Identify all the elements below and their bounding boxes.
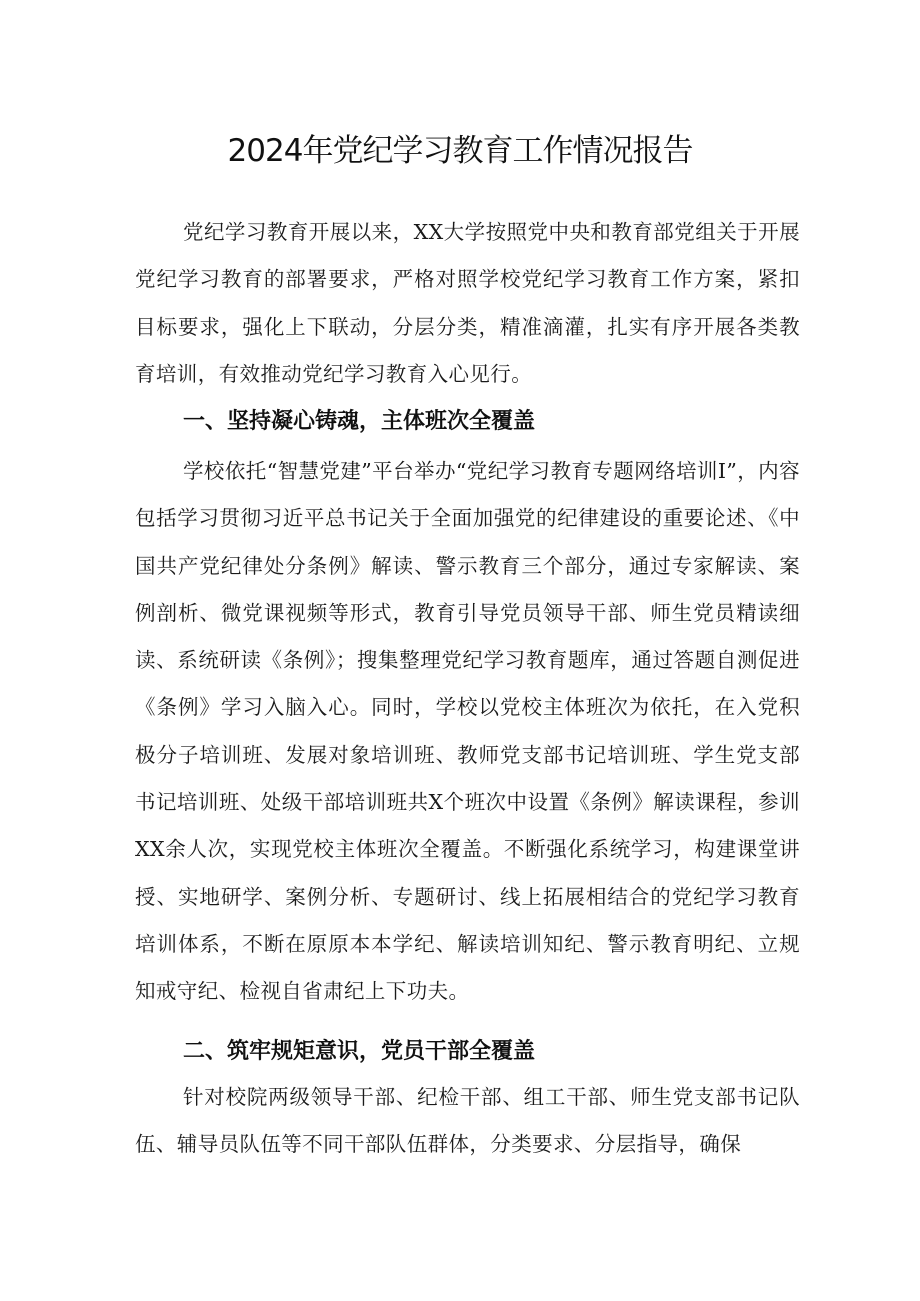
paragraph-intro: 党纪学习教育开展以来，XX大学按照党中央和教育部党组关于开展党纪学习教育的部署要求，严格对照学校党纪学习教育工作方案，紧扣目标要求，强化上下联动，分层分类，精准滴灌，扎实有序开展各类教育培训，有效推动党纪学习教育入心见行。 — [135, 220, 800, 386]
section-heading-2: 二、筑牢规矩意识，党员干部全覆盖 — [183, 1039, 536, 1064]
document-title: 2024年党纪学习教育工作情况报告 — [227, 132, 693, 169]
section-heading-1: 一、坚持凝心铸魂，主体班次全覆盖 — [183, 409, 536, 434]
paragraph-section-2: 针对校院两级领导干部、纪检干部、组工干部、师生党支部书记队伍、辅导员队伍等不同干部队伍群体，分类要求、分层指导，确保 — [135, 1085, 800, 1157]
paragraph-section-1: 学校依托“智慧党建”平台举办“党纪学习教育专题网络培训I”，内容包括学习贯彻习近平总书记关于全面加强党的纪律建设的重要论述、《中国共产党纪律处分条例》解读、警示教育三个部分，通过专家解读、案例剖析、微党课视频等形式，教育引导党员领导干部、师生党员精读细读、系统研读《条例》；搜集整理党纪学习教育题库，通过答题自测促进《条例》学习入脑入心。同时，学校以党校主体班次为依托，在入党积极分子培训班、发展对象培训班、教师党支部书记培训班、学生党支部书记培训班、处级干部培训班共X个班次中设置《条例》解读课程，参训XX余人次，实现党校主体班次全覆盖。不断强化系统学习，构建课堂讲授、实地研学、案例分析、专题研讨、线上拓展相结合的党纪学习教育培训体系，不断在原原本本学纪、解读培训知纪、警示教育明纪、立规知戒守纪、检视自省肃纪上下功夫。 — [135, 459, 800, 1004]
